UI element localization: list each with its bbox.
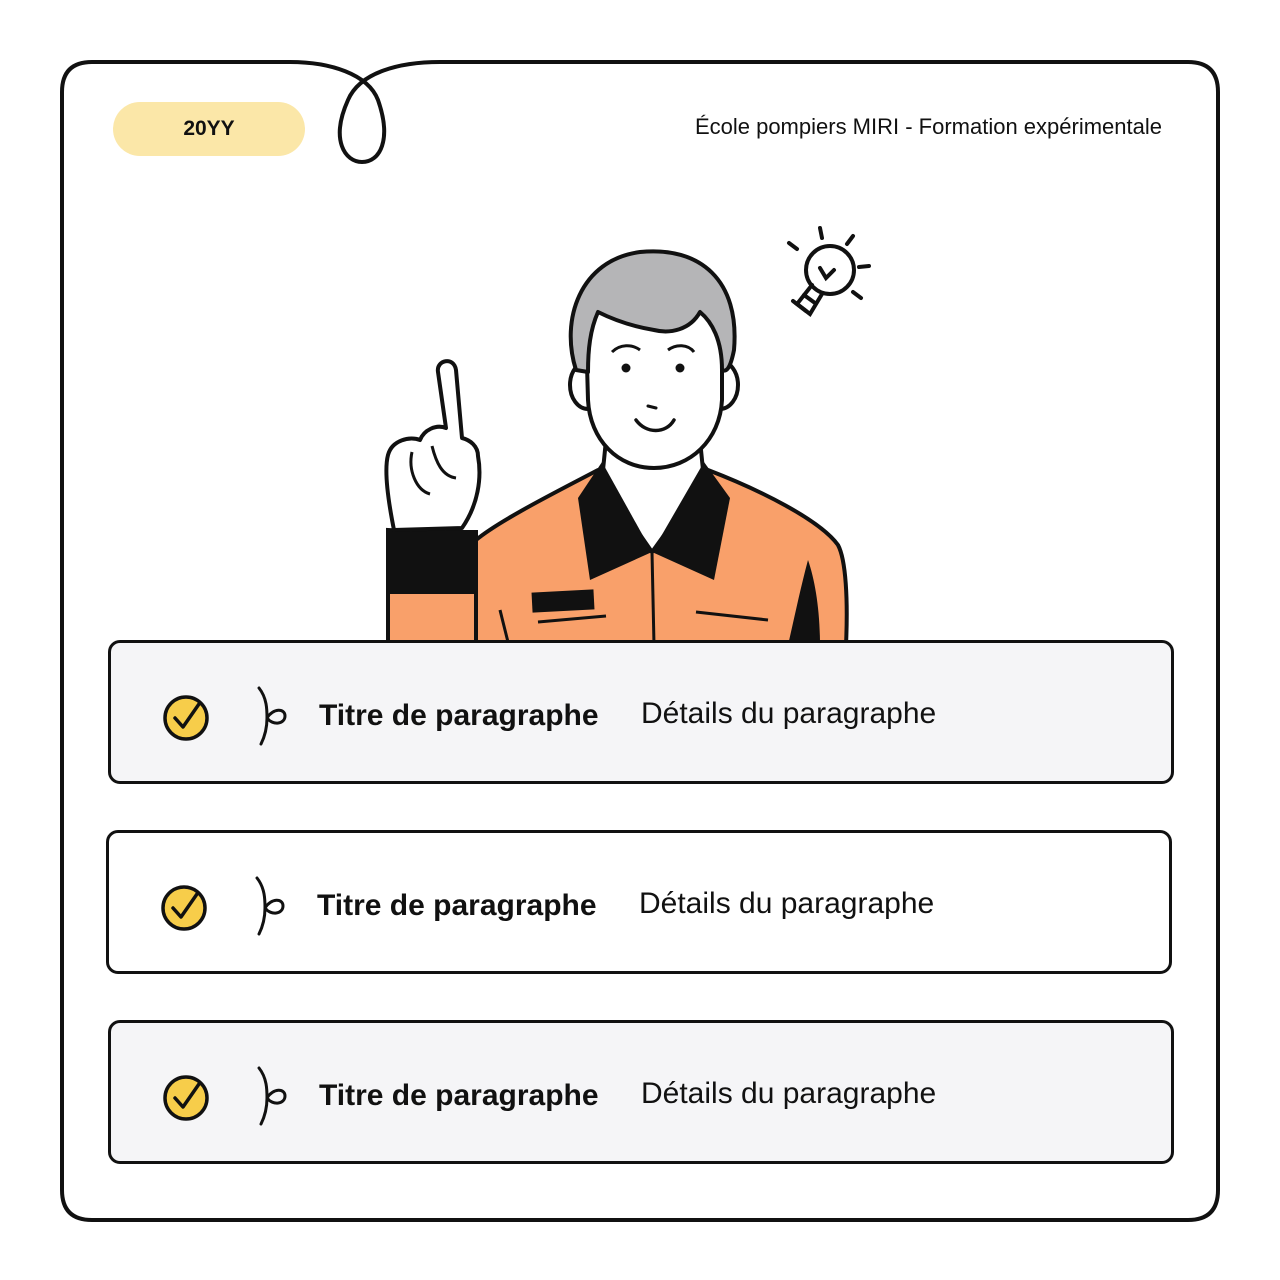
header-title: École pompiers MIRI - Formation expérimentale <box>694 114 1162 139</box>
lightbulb-icon <box>789 228 869 314</box>
paragraph-title: Titre de paragraphe <box>319 1079 599 1112</box>
paragraph-details: Détails du paragraphe <box>641 1077 937 1110</box>
paragraph-details: Détails du paragraphe <box>639 887 935 920</box>
paragraph-title: Titre de paragraphe <box>319 699 599 732</box>
list-item <box>108 1020 1174 1164</box>
paragraph-title: Titre de paragraphe <box>317 889 597 922</box>
paragraph-details: Détails du paragraphe <box>641 697 937 730</box>
list-item <box>106 830 1172 974</box>
loop-divider-icon <box>251 1064 291 1128</box>
check-circle-icon <box>159 882 209 932</box>
list-item <box>108 640 1174 784</box>
firefighter-illustration <box>360 215 900 645</box>
loop-divider-icon <box>249 874 289 938</box>
check-circle-icon <box>161 692 211 742</box>
check-circle-icon <box>161 1072 211 1122</box>
year-badge: 20YY <box>113 102 305 156</box>
loop-divider-icon <box>251 684 291 748</box>
